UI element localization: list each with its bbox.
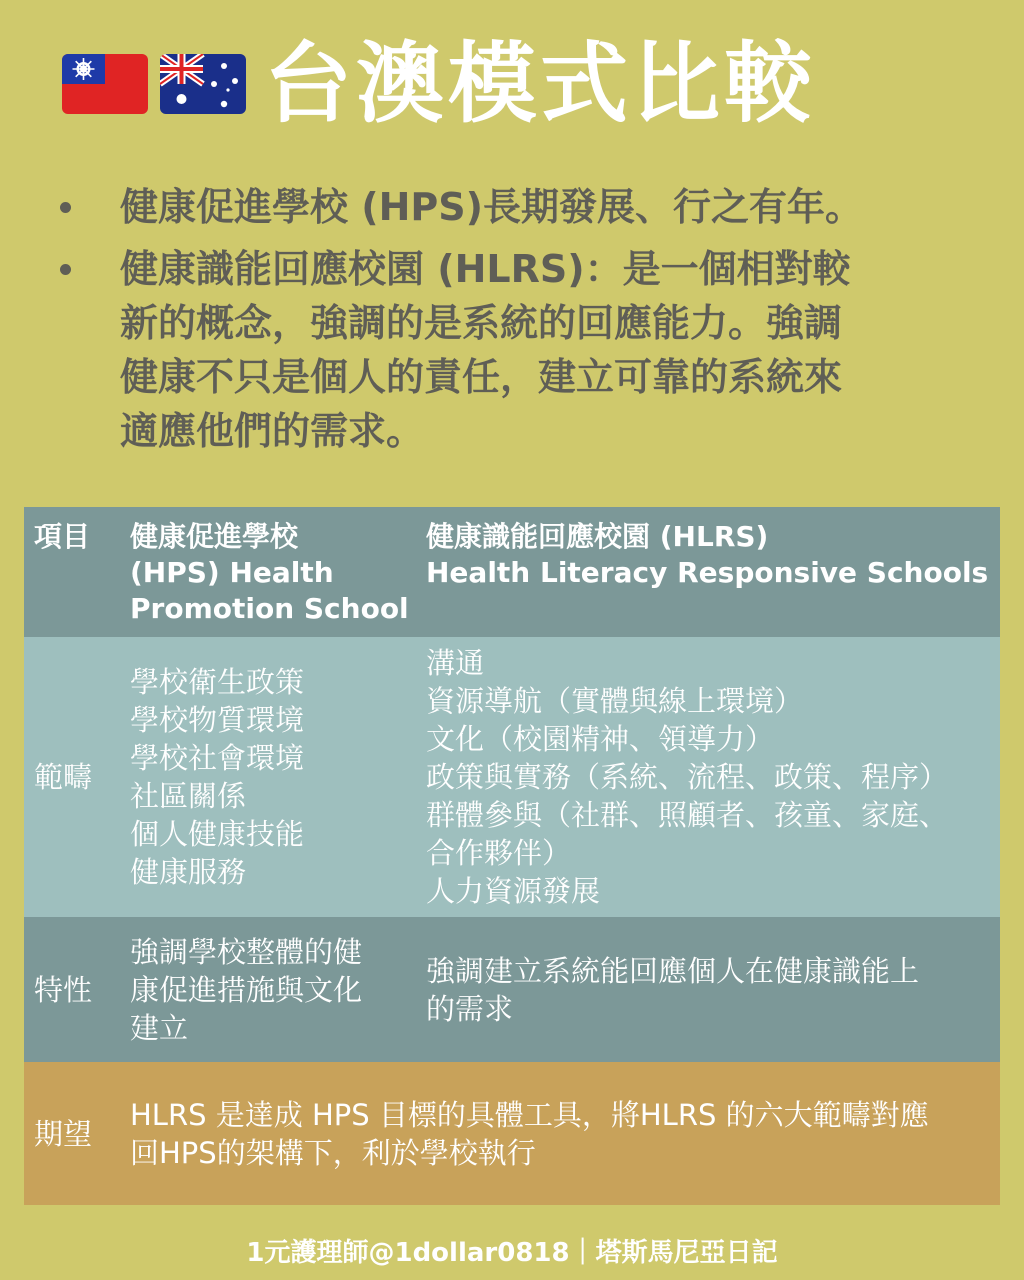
header-hlrs: [416, 507, 1000, 637]
scope-hps-item: 學校社會環境: [130, 741, 305, 775]
scope-hlrs-item: 溝通: [426, 646, 485, 680]
scope-hlrs-item: 人力資源發展: [426, 874, 601, 908]
scope-hps-item: 個人健康技能: [130, 817, 305, 851]
scope-hlrs-item: 政策與實務（系統、流程、政策、程序）: [426, 760, 949, 794]
footer-credit: 1元護理師@1dollar0818｜塔斯馬尼亞日記: [246, 1238, 778, 1268]
bullet-dot-icon: [60, 202, 71, 213]
header-hps: [120, 507, 416, 637]
scope-hlrs-item: 合作夥伴）: [426, 836, 572, 870]
summary-bullets: [56, 180, 976, 466]
scope-hps-item: 學校物質環境: [130, 703, 305, 737]
scope-hlrs-item: 群體參與（社群、照顧者、孩童、家庭、: [426, 798, 949, 832]
scope-hlrs-cell: [416, 637, 1000, 917]
expect-line: HLRS 是達成 HPS 目標的具體工具，將HLRS 的六大範疇對應: [130, 1097, 929, 1132]
expect-line: 回HPS的架構下，利於學校執行: [130, 1135, 536, 1170]
scope-hps-item: 健康服務: [130, 855, 247, 889]
header-hps-line: 健康促進學校: [130, 520, 299, 553]
table-row-scope: [24, 637, 1000, 917]
trait-label-cell: [24, 917, 120, 1062]
bullet-dot-icon: [60, 264, 71, 275]
header-item-label: 項目: [34, 520, 91, 553]
scope-hlrs-item: 資源導航（實體與線上環境）: [426, 684, 804, 718]
expect-label: 期望: [34, 1116, 93, 1151]
table-header-row: [24, 507, 1000, 637]
trait-hlrs-line: 的需求: [426, 991, 514, 1026]
bullet-line: 新的概念，強調的是系統的回應能力。強調: [120, 301, 843, 345]
header-hps-line: Promotion School: [130, 592, 409, 625]
bullet-line: 健康不只是個人的責任，建立可靠的系統來: [120, 355, 843, 399]
trait-hps-line: 康促進措施與文化: [130, 972, 363, 1007]
header-hlrs-line: Health Literacy Responsive Schools: [426, 556, 989, 589]
scope-hlrs-item: 文化（校園精神、領導力）: [426, 722, 775, 756]
trait-hps-line: 建立: [130, 1010, 189, 1045]
bullet-line: 健康識能回應校園 (HLRS)：是一個相對較: [120, 247, 851, 291]
table-row-trait: [24, 917, 1000, 1062]
scope-label-cell: [24, 637, 120, 917]
bullet-line: 健康促進學校 (HPS)長期發展、行之有年。: [120, 185, 863, 229]
header-hps-line: (HPS) Health: [130, 556, 334, 589]
scope-hps-cell: [120, 637, 416, 917]
australia-flag-icon: [160, 54, 246, 114]
bullet-hlrs: [56, 242, 976, 458]
comparison-table: [24, 507, 1000, 1205]
expect-text-cell: [120, 1062, 1000, 1205]
expect-label-cell: [24, 1062, 120, 1205]
bullet-line: 適應他們的需求。: [120, 409, 425, 453]
table-row-expect: [24, 1062, 1000, 1205]
scope-hps-item: 學校衛生政策: [130, 665, 305, 699]
taiwan-flag-icon: [62, 54, 148, 114]
title-row: [62, 32, 817, 135]
trait-label: 特性: [34, 972, 93, 1007]
scope-hps-item: 社區關係: [130, 779, 247, 813]
header-hlrs-line: 健康識能回應校園 (HLRS): [426, 520, 769, 553]
trait-hps-cell: [120, 917, 416, 1062]
trait-hlrs-line: 強調建立系統能回應個人在健康識能上: [426, 953, 920, 988]
bullet-hps: [56, 180, 976, 234]
trait-hlrs-cell: [416, 917, 1000, 1062]
header-item: [24, 507, 120, 637]
scope-label: 範疇: [34, 760, 93, 794]
page-title: 台澳模式比較: [264, 32, 817, 135]
trait-hps-line: 強調學校整體的健: [130, 934, 363, 969]
